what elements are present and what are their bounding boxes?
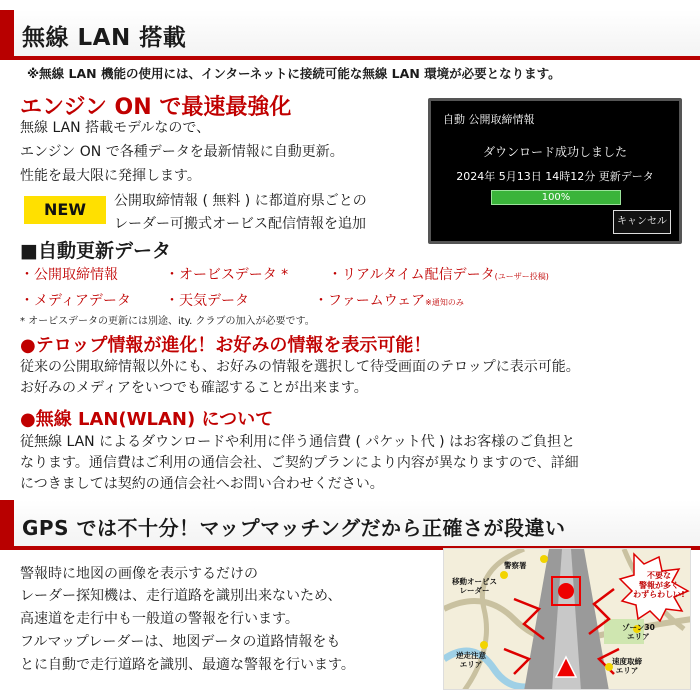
map-illustration (443, 548, 691, 690)
banner-underline (0, 56, 700, 60)
gps-line-4: フルマップレーダーは、地図データの道路情報をも (20, 634, 341, 650)
gps-line-5: とに自動で走行道路を識別、最適な警報を行います。 (20, 657, 355, 673)
telop-heading: ●テロップ情報が進化！お好みの情報を表示可能！ (20, 335, 432, 356)
engine-line-3: 性能を最大限に発揮します。 (20, 168, 201, 184)
wlan-line-2: なります。通信費はご利用の通信会社、ご契約プランにより内容が異なりますので、詳細 (20, 455, 579, 471)
banner-title: 無線 LAN 搭載 (22, 25, 187, 51)
new-info-line-1: 公開取締情報 ( 無料 ) に都道府県ごとの (114, 193, 367, 209)
telop-line-2: お好みのメディアをいつでも確認することが出来ます。 (20, 380, 368, 396)
gps-line-1: 警報時に地図の画像を表示するだけの (20, 566, 258, 582)
wlan-requirement-note: ※無線 LAN 機能の使用には、インターネットに接続可能な無線 LAN 環境が必要となります。 (27, 66, 561, 81)
feature-item (328, 264, 549, 284)
feature-label: ・メディアデータ (20, 293, 131, 309)
map-label-speed: 速度取締 エリア (612, 657, 642, 675)
auto-update-heading: ■自動更新データ (20, 240, 171, 262)
map-label-police: 警察署 (504, 561, 527, 570)
map-label-wrongway: 逆走注意 エリア (456, 651, 486, 669)
engine-line-2: エンジン ON で各種データを最新情報に自動更新。 (20, 144, 344, 160)
banner-accent-bar (0, 500, 14, 550)
banner-title: GPS では不十分！マップマッチングだから正確さが段違い (22, 516, 566, 540)
feature-item (20, 290, 131, 310)
screen-title: 自動 公開取締情報 (443, 113, 535, 126)
map-label-orbis: 移動オービス レーダー (452, 577, 497, 595)
feature-item (165, 290, 249, 310)
wlan-heading: ●無線 LAN(WLAN) について (20, 409, 274, 430)
feature-label: ・リアルタイム配信データ (328, 267, 495, 283)
wlan-banner (0, 10, 700, 60)
feature-note: ※通知のみ (425, 298, 464, 307)
cancel-button[interactable]: キャンセル (613, 210, 671, 234)
screen-update-date: 2024年 5月13日 14時12分 更新データ (456, 170, 654, 183)
feature-item (314, 290, 464, 310)
device-screen (428, 98, 682, 244)
wlan-line-3: につきましては契約の通信会社へお問い合わせください。 (20, 476, 384, 492)
map-label-zone30: ゾーン30 エリア (622, 623, 655, 641)
feature-label: ・オービスデータ * (165, 267, 289, 283)
gps-line-3: 高速道を走行中も一般道の警報を行います。 (20, 611, 299, 627)
feature-note: (ユーザー投稿) (494, 272, 549, 281)
feature-item (165, 264, 288, 284)
gps-line-2: レーダー探知機は、走行道路を識別出来ないため、 (20, 588, 342, 604)
new-info-line-2: レーダー可搬式オービス配信情報を追加 (114, 216, 366, 232)
telop-line-1: 従来の公開取締情報以外にも、お好みの情報を選択して待受画面のテロップに表示可能。 (20, 359, 580, 375)
progress-bar: 100% (491, 190, 621, 205)
feature-label: ・公開取締情報 (20, 267, 118, 283)
orbis-footnote: * オービスデータの更新には別途、ity. クラブの加入が必要です。 (20, 316, 315, 327)
map-burst-text: 不要な 警報が多く わずらわしい! (633, 571, 685, 599)
wlan-line-1: 従無線 LAN によるダウンロードや利用に伴う通信費 ( パケット代 ) はお客様のご負担と (20, 434, 576, 450)
banner-accent-bar (0, 10, 14, 60)
feature-item (20, 264, 118, 284)
feature-label: ・天気データ (165, 293, 249, 309)
new-badge: NEW (24, 196, 106, 224)
gps-banner (0, 500, 700, 550)
engine-line-1: 無線 LAN 搭載モデルなので、 (20, 120, 211, 136)
screen-message: ダウンロード成功しました (482, 145, 627, 159)
engine-heading: エンジン ON で最速最強化 (20, 95, 292, 120)
feature-label: ・ファームウェア (314, 293, 426, 309)
